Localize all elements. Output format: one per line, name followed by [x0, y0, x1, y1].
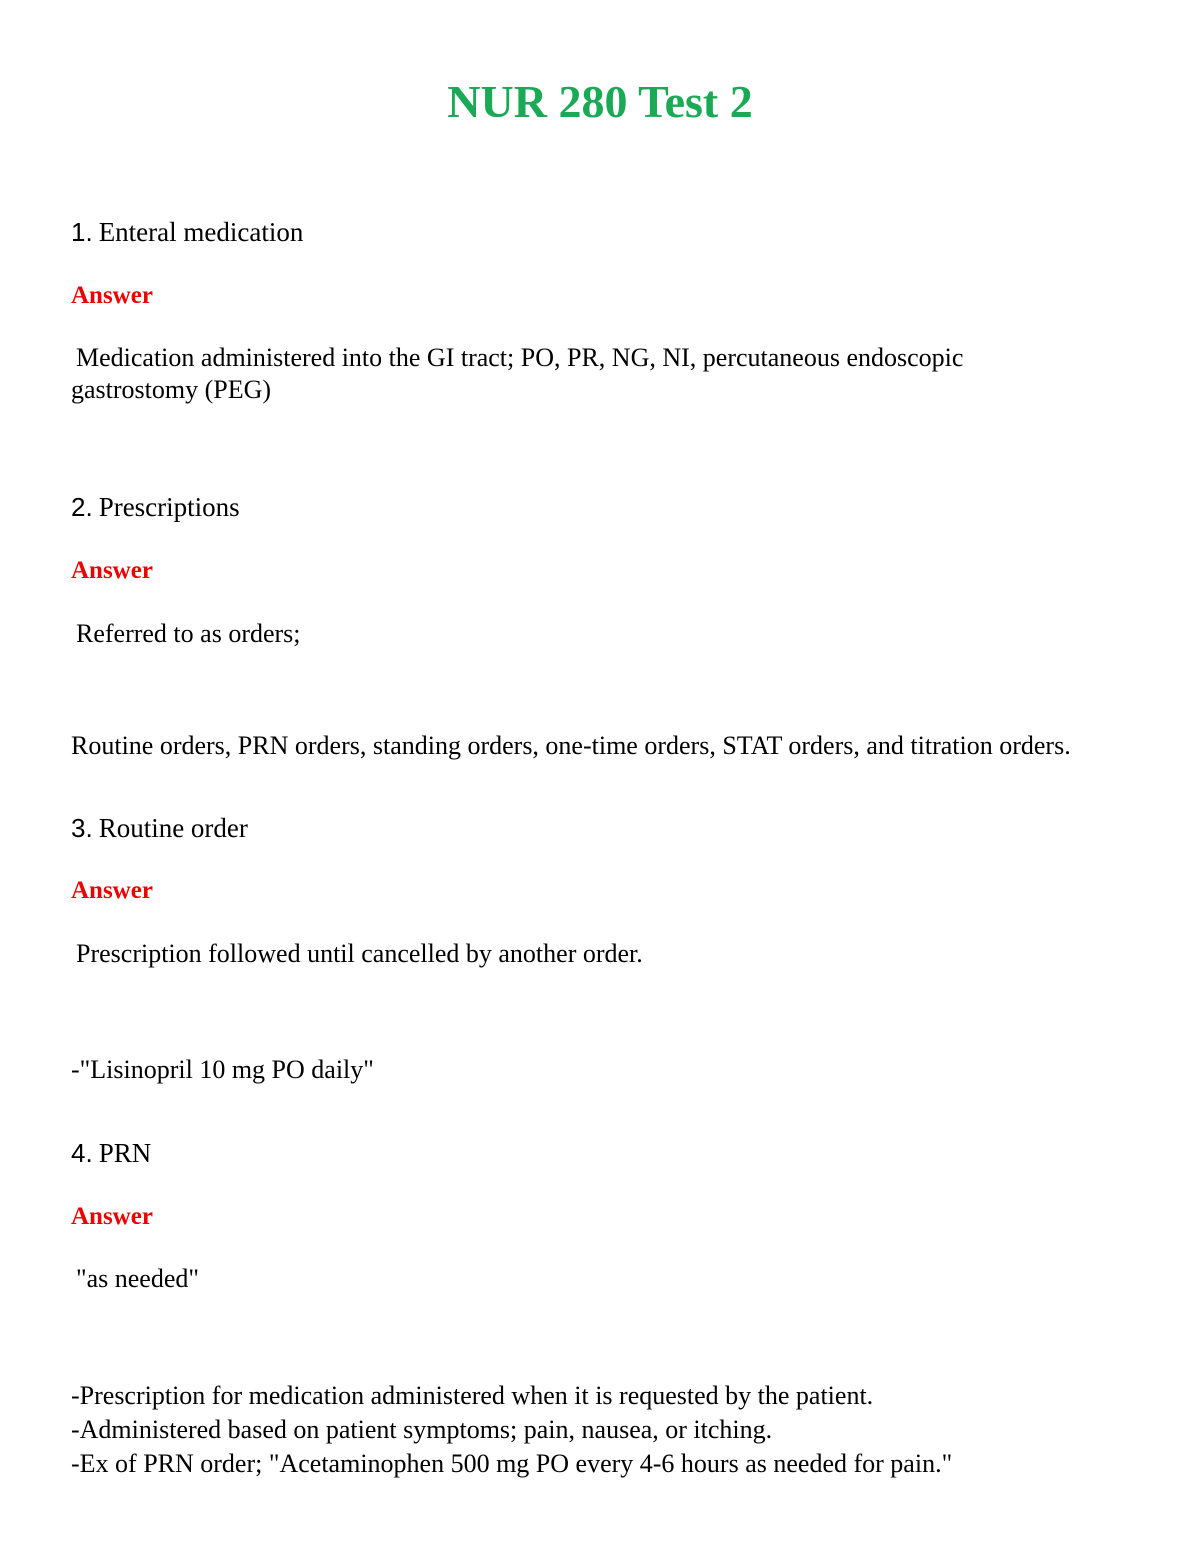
- detail-line: -Administered based on patient symptoms; pain, nausea, or itching.: [71, 1415, 773, 1444]
- answer-label: Answer: [71, 1203, 153, 1230]
- detail-line: -"Lisinopril 10 mg PO daily": [71, 1055, 374, 1084]
- detail-line: Routine orders, PRN orders, standing orders, one-time orders, STAT orders, and titration orders.: [71, 731, 1071, 760]
- answer-text: [71, 342, 963, 406]
- question-number: 2.: [71, 492, 93, 522]
- question-4: [71, 1137, 151, 1169]
- answer-text: [71, 1263, 199, 1295]
- answer-line: "as needed": [76, 1264, 200, 1293]
- answer-detail: [71, 1054, 374, 1086]
- answer-text: [71, 938, 643, 970]
- question-term: Enteral medication: [98, 217, 304, 247]
- question-term: Prescriptions: [98, 492, 240, 522]
- question-2: [71, 491, 240, 523]
- answer-line: Referred to as orders;: [76, 619, 301, 648]
- question-number: 4.: [71, 1138, 93, 1168]
- answer-detail: [71, 1379, 952, 1481]
- page-title: NUR 280 Test 2: [447, 76, 753, 127]
- answer-label: Answer: [71, 557, 153, 584]
- question-term: Routine order: [98, 813, 248, 843]
- question-3: [71, 812, 248, 844]
- question-1: [71, 216, 303, 248]
- answer-line: Prescription followed until cancelled by another order.: [76, 939, 643, 968]
- answer-detail: [71, 730, 1071, 762]
- question-term: PRN: [98, 1138, 152, 1168]
- detail-line: -Prescription for medication administered when it is requested by the patient.: [71, 1381, 874, 1410]
- answer-label: Answer: [71, 282, 153, 309]
- detail-line: -Ex of PRN order; "Acetaminophen 500 mg PO every 4-6 hours as needed for pain.": [71, 1449, 953, 1478]
- question-number: 3.: [71, 813, 93, 843]
- answer-line: Medication administered into the GI tract; PO, PR, NG, NI, percutaneous endoscopic: [76, 343, 964, 372]
- answer-text: [71, 618, 301, 650]
- question-number: 1.: [71, 217, 93, 247]
- answer-line: gastrostomy (PEG): [71, 375, 272, 404]
- answer-label: Answer: [71, 877, 153, 904]
